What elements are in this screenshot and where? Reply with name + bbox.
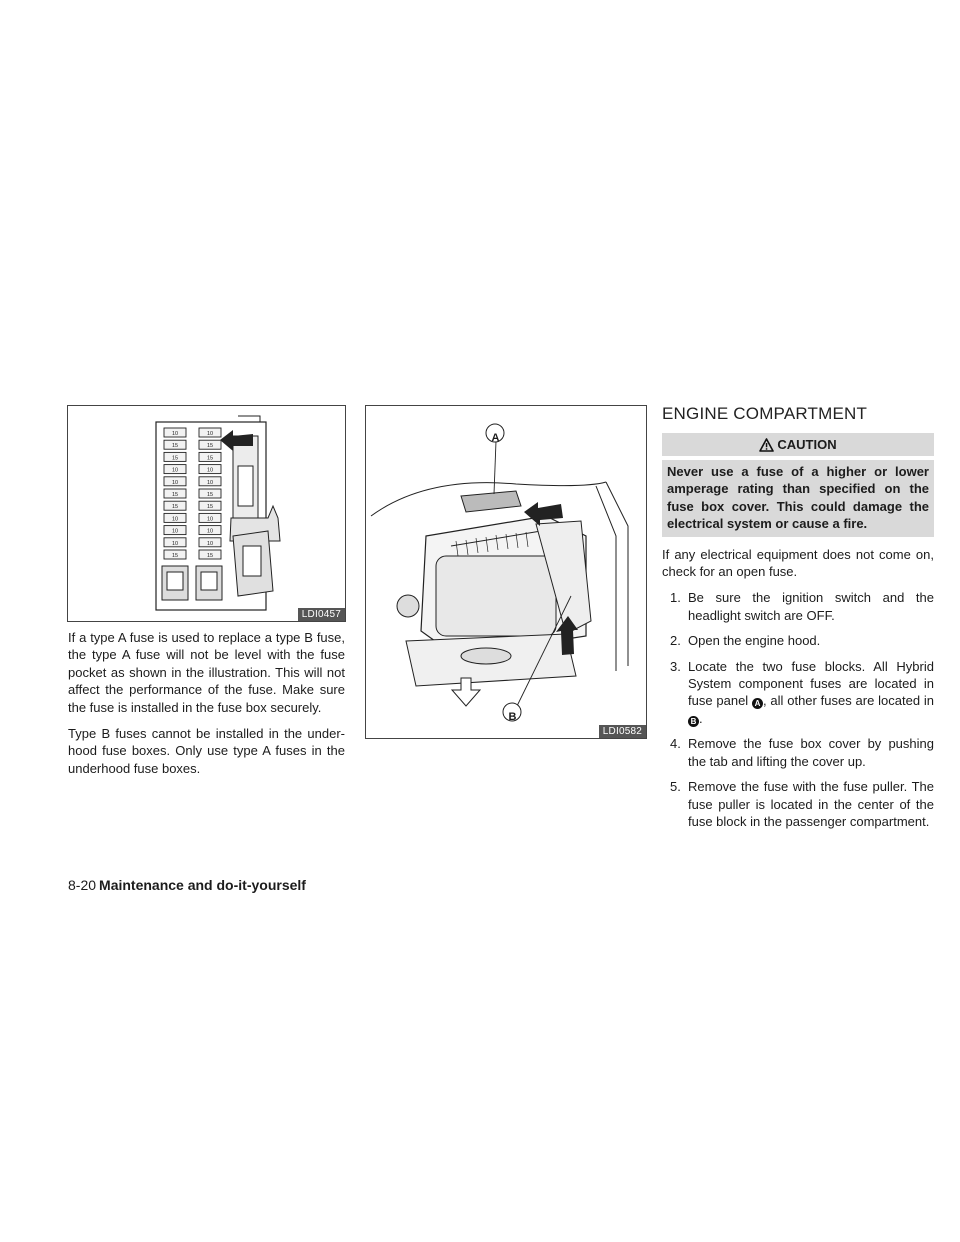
- steps-list: [662, 589, 934, 830]
- list-item: 4. Remove the fuse box cover by pushing the tab and lifting the cover up.: [670, 736, 934, 769]
- marker-a-icon: A: [752, 698, 763, 709]
- fuse-amp-label: 15: [206, 443, 214, 450]
- list-item: 5. Remove the fuse with the fuse puller. The fuse puller is located in the center of the fuse block in the passenger compartment.: [670, 779, 934, 829]
- warning-icon: [759, 438, 774, 452]
- caution-header: [662, 433, 934, 456]
- engine-compartment-drawing: [366, 406, 646, 738]
- paragraph-type-a-fuse: If a type A fuse is used to replace a type B fuse, the type A fuse will not be level with the fuse pocket as shown in the illustration. This will not affect the performance of the fuse. Make sure the fuse is installed in the fuse box securely.: [68, 630, 345, 715]
- page-footer: [68, 877, 306, 893]
- list-item: 2. Open the engine hood.: [670, 633, 821, 649]
- intro-paragraph: If any electrical equipment does not come on, check for an open fuse.: [662, 546, 934, 580]
- fuse-amp-label: 10: [171, 516, 179, 523]
- fuse-amp-label: 15: [206, 553, 214, 559]
- fuse-amp-label: 15: [171, 455, 179, 462]
- left-column-text: [68, 629, 345, 786]
- fuse-amp-label: 10: [206, 467, 214, 474]
- list-item: 3. Locate the two fuse blocks. All Hybrid System component fuses are located in fuse panel A , all other fuses are located in B .: [670, 658, 934, 726]
- fuse-amp-label: 10: [206, 540, 214, 547]
- figure-fuse-box-illustration: [67, 405, 346, 622]
- fuse-box-drawing: [68, 406, 345, 621]
- page-number: 8-20: [68, 877, 97, 893]
- fuse-amp-label: 15: [206, 492, 214, 498]
- fuse-amp-label: 10: [171, 431, 179, 437]
- paragraph-type-b-fuse: Type B fuses cannot be installed in the under-hood fuse boxes. Only use type A fuses in the underhood fuse boxes.: [68, 726, 345, 776]
- fuse-amp-label: 15: [171, 553, 179, 559]
- fuse-amp-label: 15: [171, 504, 179, 511]
- fuse-amp-label: 10: [171, 540, 179, 547]
- section-name: Maintenance and do-it-yourself: [99, 877, 306, 893]
- caution-title: CAUTION: [777, 437, 837, 452]
- fuse-amp-label: 15: [171, 443, 179, 450]
- figure-label-ldi0582: LDI0582: [599, 725, 646, 738]
- list-item: 1. Be sure the ignition switch and the headlight switch are OFF.: [670, 590, 934, 623]
- fuse-amp-label: 15: [171, 492, 179, 498]
- callout-a: A: [491, 432, 500, 444]
- callout-b: B: [508, 711, 517, 723]
- fuse-amp-label: 10: [171, 467, 179, 474]
- fuse-amp-label: 10: [206, 528, 214, 535]
- right-column: [662, 404, 934, 838]
- fuse-amp-label: 10: [206, 516, 214, 523]
- section-heading: ENGINE COMPARTMENT: [662, 404, 868, 423]
- fuse-amp-label: 15: [206, 504, 214, 511]
- figure-engine-compartment-illustration: [365, 405, 647, 739]
- caution-text: Never use a fuse of a higher or lower amperage rating than specified on the fuse box cover. This could damage the electrical system or cause a fire.: [662, 460, 934, 537]
- fuse-amp-label: 10: [171, 528, 179, 535]
- fuse-amp-label: 15: [206, 455, 214, 462]
- fuse-amp-label: 10: [206, 431, 214, 437]
- fuse-amp-label: 10: [171, 479, 179, 486]
- fuse-amp-label: 10: [206, 479, 214, 486]
- figure-label-ldi0457: LDI0457: [298, 608, 345, 621]
- marker-b-icon: B: [688, 716, 699, 727]
